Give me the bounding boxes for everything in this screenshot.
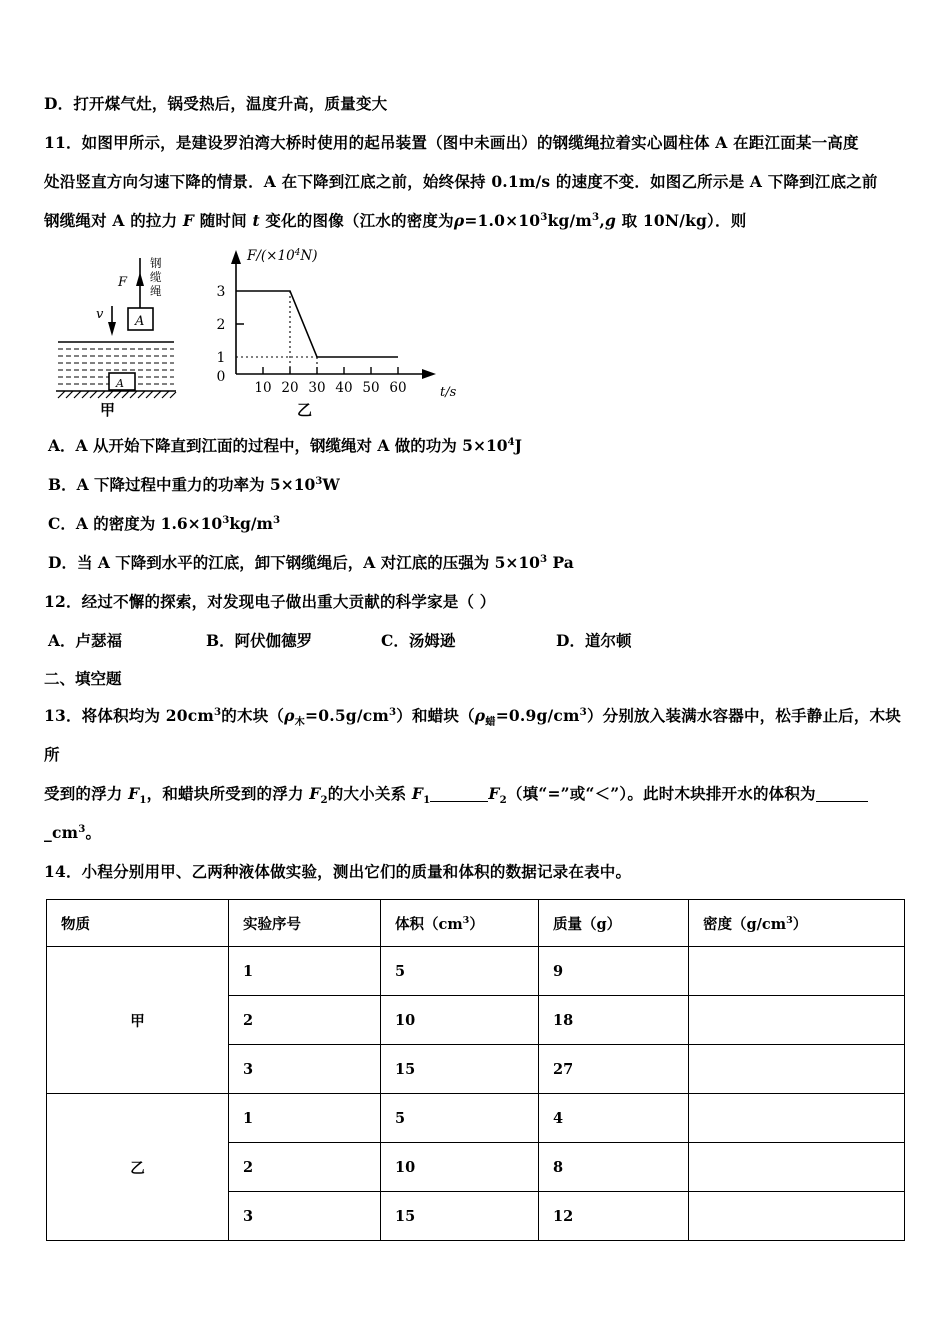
- cell-density[interactable]: [689, 1045, 905, 1094]
- q12-option-b-letter: B．: [206, 631, 235, 650]
- figure-group: [52, 244, 912, 426]
- q12-option-c-letter: C．: [381, 631, 409, 650]
- q13-rho-wax: ρ: [474, 706, 486, 725]
- q11-rho-value: =1.0×10: [464, 211, 541, 230]
- header-volume: [381, 900, 539, 947]
- q13-l2-c: 的大小关系: [327, 784, 412, 803]
- q12-option-d-text: 道尔顿: [584, 631, 632, 650]
- q11-option-c: [48, 504, 912, 543]
- q13-l1-a: 13．将体积均为 20cm: [44, 706, 214, 725]
- table-row: [47, 947, 905, 996]
- q11-option-a-unit: J: [514, 436, 522, 455]
- header-density-b: ）: [792, 915, 808, 933]
- q11-stem-line1: 11．如图甲所示，是建设罗泊湾大桥时使用的起吊装置（图中未画出）的钢缆绳拉着实心圆柱体 A 在距江面某一高度: [44, 133, 859, 152]
- cell-mass: 4: [539, 1094, 689, 1143]
- cell-trial-no: 3: [229, 1192, 381, 1241]
- header-volume-b: ）: [469, 915, 484, 933]
- q11-stem-line2: 处沿竖直方向匀速下降的情景．A 在下降到江底之前，始终保持 0.1m/s 的速度不变．如图乙所示是 A 下降到江底之前: [44, 172, 878, 191]
- q11-rho-exp: 3: [540, 210, 548, 223]
- cell-volume: 15: [381, 1192, 539, 1241]
- q14-data-table: [46, 899, 905, 1241]
- label-v: v: [96, 307, 104, 322]
- q13-l3-b: 。: [85, 823, 102, 842]
- header-volume-exp: 3: [462, 914, 470, 926]
- chart-xtick-40: 40: [335, 380, 353, 396]
- q11-option-c-exp2: 3: [272, 513, 281, 526]
- q11-option-a-text: A 从开始下降直到江面的过程中，钢缆绳对 A 做的功为 5×10: [75, 436, 508, 455]
- q13-l2-b: ，和蜡块所受到的浮力: [146, 784, 310, 803]
- q13-l2-d: （填“=”或“＜”）。此时木块排开水的体积为: [506, 784, 816, 803]
- chart-xtick-60: 60: [389, 380, 407, 396]
- q11-option-a: [48, 426, 912, 465]
- q11-option-d: [48, 543, 912, 582]
- chart-xtick-50: 50: [362, 380, 380, 396]
- chart-xtick-20: 20: [281, 380, 299, 396]
- cell-mass: 27: [539, 1045, 689, 1094]
- chart-ytick-3: 3: [216, 284, 226, 300]
- cell-density[interactable]: [689, 996, 905, 1045]
- q13-l1-b: 的木块（: [221, 706, 285, 725]
- q13-line3: [44, 813, 912, 852]
- header-substance: 物质: [47, 900, 229, 947]
- header-volume-a: 体积（cm: [395, 915, 463, 933]
- q13-answer-blank-2[interactable]: [816, 801, 868, 802]
- cell-density[interactable]: [689, 1192, 905, 1241]
- q13-rho-wax-val: =0.9g/cm: [495, 706, 580, 725]
- q13-line1: [44, 696, 912, 774]
- q11-option-b-unit: W: [322, 475, 340, 494]
- cell-density[interactable]: [689, 1094, 905, 1143]
- q11-stem-l3-a: 钢缆绳对 A 的拉力: [44, 211, 183, 230]
- q11-stem-l3-b: 随时间: [194, 211, 253, 230]
- chart-svg: [202, 244, 472, 409]
- q13-rho-wood-exp: 3: [388, 705, 397, 718]
- chart-xlabel: t/s: [440, 385, 457, 400]
- q13-l1-exp: 3: [213, 705, 222, 718]
- cell-volume: 5: [381, 1094, 539, 1143]
- header-density: [689, 900, 905, 947]
- q11-option-a-exp: 4: [507, 435, 515, 448]
- q10-option-d: D．打开煤气灶，锅受热后，温度升高，质量变大: [44, 94, 388, 113]
- cell-trial-no: 2: [229, 1143, 381, 1192]
- q11-rho-unit-exp: 3: [592, 210, 600, 223]
- q11-stem: [44, 123, 912, 240]
- q13-symbol-F2: F: [309, 784, 321, 803]
- q11-rho-unit: kg/m: [547, 211, 593, 230]
- figure-jia-svg: [52, 246, 202, 406]
- q11-symbol-F: F: [182, 211, 195, 230]
- q13-symbol-F1: F: [128, 784, 140, 803]
- chart-ytick-1: 1: [216, 350, 226, 366]
- cell-material-jia: 甲: [47, 947, 229, 1094]
- q11-option-b-text: A 下降过程中重力的功率为 5×10: [76, 475, 316, 494]
- q11-option-d-exp: 3: [539, 552, 548, 565]
- cell-mass: 8: [539, 1143, 689, 1192]
- q13-l3-a: _cm: [44, 823, 79, 842]
- q11-symbol-g: g: [604, 211, 616, 230]
- chart-series-line: [236, 291, 398, 357]
- label-A-upper: A: [135, 314, 145, 329]
- label-rope-1: 钢: [150, 256, 162, 270]
- q12-options: [48, 621, 912, 660]
- q13-l2-a: 受到的浮力: [44, 784, 129, 803]
- q13-symbol-F1-sub: 1: [139, 794, 147, 807]
- q11-option-d-text: 当 A 下降到水平的江底，卸下钢缆绳后，A 对江底的压强为 5×10: [76, 553, 540, 572]
- q13-rho-wood-sub: 木: [294, 716, 306, 729]
- q12-option-b-text: 阿伏伽德罗: [234, 631, 313, 650]
- q13-line2: [44, 774, 912, 813]
- q11-g-value: 取 10N/kg）．则: [615, 211, 747, 230]
- header-density-a: 密度（g/cm: [703, 915, 787, 933]
- table-header-row: [47, 900, 905, 947]
- q12-option-b: [206, 621, 381, 660]
- figure-caption-yi: 乙: [297, 401, 313, 419]
- q13-l1-d: ）分别放入装满水容器中，松手静止后，木块所: [44, 706, 901, 764]
- q11-option-b: [48, 465, 912, 504]
- section-2-title: 二、填空题: [44, 669, 122, 688]
- label-A-lower: A: [116, 377, 124, 390]
- q12-option-c-text: 汤姆逊: [408, 631, 456, 650]
- q13-symbol-F2b-sub: 2: [499, 794, 507, 807]
- q11-option-d-letter: D．: [48, 553, 77, 572]
- chart-ytick-2: 2: [216, 317, 226, 333]
- cell-volume: 15: [381, 1045, 539, 1094]
- cell-volume: 5: [381, 947, 539, 996]
- label-F: F: [118, 275, 128, 290]
- q12-option-a-letter: A．: [48, 631, 76, 650]
- q13-symbol-F2-sub: 2: [320, 794, 328, 807]
- chart-ylabel: $F/(\times 10^4N)$: [247, 248, 318, 264]
- cell-density[interactable]: [689, 947, 905, 996]
- q13-symbol-F1b: F: [411, 784, 424, 803]
- q13-rho-wax-exp: 3: [579, 705, 587, 718]
- cell-mass: 9: [539, 947, 689, 996]
- q12-option-a: [48, 621, 206, 660]
- q11-stem-l3-c: 变化的图像（江水的密度为: [259, 211, 454, 230]
- q13-rho-wood-val: =0.5g/cm: [305, 706, 389, 725]
- cell-trial-no: 1: [229, 1094, 381, 1143]
- q11-option-b-letter: B．: [48, 475, 77, 494]
- q13-rho-wood: ρ: [284, 706, 295, 725]
- q13-symbol-F2b: F: [488, 784, 500, 803]
- q11-option-d-unit: Pa: [547, 553, 574, 572]
- header-mass: 质量（g）: [539, 900, 689, 947]
- chart-xtick-10: 10: [254, 380, 272, 396]
- cell-mass: 12: [539, 1192, 689, 1241]
- chart-xtick-30: 30: [308, 380, 326, 396]
- table-row: [47, 1094, 905, 1143]
- q11-option-c-unit: kg/m: [229, 514, 273, 533]
- cell-volume: 10: [381, 1143, 539, 1192]
- cell-trial-no: 2: [229, 996, 381, 1045]
- figure-jia: [52, 246, 202, 406]
- q12-option-c: [381, 621, 556, 660]
- q13-l1-c: ）和蜡块（: [396, 706, 475, 725]
- cell-material-yi: 乙: [47, 1094, 229, 1241]
- q11-symbol-t: t: [252, 211, 260, 230]
- label-rope-2: 缆: [150, 270, 162, 284]
- q13-stem: [44, 696, 912, 852]
- q12-option-d-letter: D．: [556, 631, 585, 650]
- q12-stem: 12．经过不懈的探索，对发现电子做出重大贡献的科学家是（ ）: [44, 592, 496, 611]
- cell-trial-no: 3: [229, 1045, 381, 1094]
- q14-stem: 14．小程分别用甲、乙两种液体做实验，测出它们的质量和体积的数据记录在表中。: [44, 862, 632, 881]
- header-density-exp: 3: [786, 914, 793, 926]
- q11-option-c-letter: C．: [48, 514, 76, 533]
- q13-symbol-F1b-sub: 1: [423, 794, 431, 807]
- q11-option-b-exp: 3: [315, 474, 323, 487]
- q11-stem-line3: 钢缆绳对 A 的拉力 F 随时间 t 变化的图像（江水的密度为$\rho=1.0\times 10^3kg/m^3,g$ 取 10N/kg）．则: [44, 210, 747, 230]
- figure-caption-jia: 甲: [100, 401, 116, 419]
- q11-symbol-rho: ρ: [453, 211, 465, 230]
- q13-rho-wax-sub: 蜡: [485, 716, 496, 729]
- cell-density[interactable]: [689, 1143, 905, 1192]
- q11-option-a-letter: A．: [48, 436, 76, 455]
- cell-mass: 18: [539, 996, 689, 1045]
- q13-answer-blank-1[interactable]: [430, 801, 488, 802]
- q11-option-c-exp: 3: [222, 513, 230, 526]
- q12-option-a-text: 卢瑟福: [75, 631, 123, 650]
- q11-option-c-text: A 的密度为 1.6×10: [75, 514, 223, 533]
- cell-volume: 10: [381, 996, 539, 1045]
- header-trial-no: 实验序号: [229, 900, 381, 947]
- q13-l3-exp: 3: [78, 822, 86, 835]
- cell-trial-no: 1: [229, 947, 381, 996]
- chart-ytick-0: 0: [216, 369, 226, 385]
- figure-yi-chart: [202, 244, 472, 409]
- label-rope-3: 绳: [150, 284, 162, 298]
- q12-option-d: [556, 621, 631, 660]
